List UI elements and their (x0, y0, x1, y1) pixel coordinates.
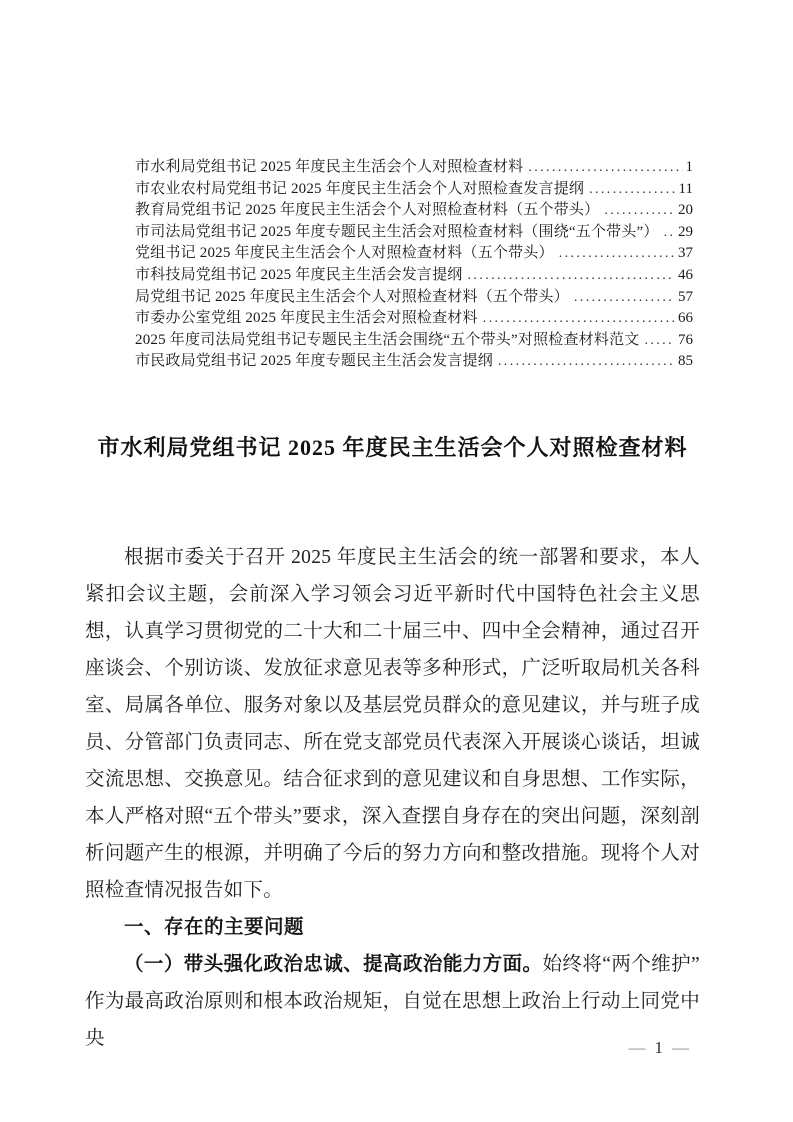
toc-entry-page-number: 1 (685, 159, 693, 175)
toc-entry-title: 市司法局党组书记 2025 年度专题民主生活会对照检查材料（围绕“五个带头”） (135, 223, 659, 240)
item-1-paragraph (85, 946, 700, 1057)
toc-entry[interactable] (135, 308, 693, 330)
toc-entry[interactable] (135, 200, 693, 222)
footer-right-dash: — (672, 1038, 689, 1057)
toc-entry-page-number: 85 (678, 353, 693, 370)
toc-entry[interactable] (135, 287, 693, 309)
toc-dotted-leader (498, 351, 675, 373)
intro-paragraph: 根据市委关于召开 2025 年度民主生活会的统一部署和要求，本人紧扣会议主题，会前深入学习领会习近平新时代中国特色社会主义思想，认真学习贯彻党的二十大和二十届三中、四中全会精神，通过召开座谈会、个别访谈、发放征求意见表等多种形式，广泛听取局机关各科室、局属各单位、服务对象以及基层党员群众的意见建议，并与班子成员、分管部门负责同志、所在党支部党员代表深入开展谈心谈话，坦诚交流思想、交换意见。结合征求到的意见建议和自身思想、工作实际，本人严格对照“五个带头”要求，深入查摆自身存在的突出问题，深刻剖析问题产生的根源，并明确了今后的努力方向和整改措施。现将个人对照检查情况报告如下。 (85, 546, 700, 901)
footer-page-number: 1 (654, 1038, 663, 1057)
toc-dotted-leader (559, 243, 675, 265)
document-title: 市水利局党组书记 2025 年度民主生活会个人对照检查材料 (97, 434, 688, 460)
toc-entry-title: 2025 年度司法局党组书记专题民主生活会围绕“五个带头”对照检查材料范文 (135, 331, 640, 348)
toc-entry-title: 市民政局党组书记 2025 年度专题民主生活会发言提纲 (135, 353, 493, 370)
toc-entry-title: 市科技局党组书记 2025 年度民主生活会发言提纲 (135, 266, 463, 283)
toc-dotted-leader (644, 330, 675, 352)
toc-entry-title: 局党组书记 2025 年度民主生活会个人对照检查材料（五个带头） (135, 288, 569, 305)
toc-entry[interactable] (135, 330, 693, 352)
table-of-contents (135, 157, 693, 373)
item-1-text: 始终将“两个维护”作为最高政治原则和根本政治规矩，自觉在思想上政治上行动上同党中央 (85, 953, 700, 1049)
toc-dotted-leader (589, 179, 675, 201)
toc-entry-page-number: 76 (678, 331, 693, 348)
toc-entry-page-number: 46 (678, 266, 693, 283)
toc-entry-page-number: 37 (678, 245, 693, 262)
toc-entry[interactable] (135, 265, 693, 287)
toc-entry-page-number: 29 (678, 223, 693, 240)
toc-entry[interactable] (135, 222, 693, 244)
toc-dotted-leader (604, 200, 675, 222)
toc-dotted-leader (468, 265, 675, 287)
toc-entry[interactable] (135, 243, 693, 265)
toc-entry[interactable] (135, 179, 693, 201)
toc-dotted-leader (664, 222, 675, 244)
toc-entry[interactable] (135, 157, 693, 179)
toc-entry-page-number: 11 (678, 180, 693, 197)
toc-entry-title: 市委办公室党组 2025 年度民主生活会对照检查材料 (135, 310, 478, 327)
toc-dotted-leader (574, 287, 675, 309)
toc-entry-page-number: 66 (678, 310, 693, 327)
toc-entry-page-number: 20 (678, 202, 693, 219)
item-1-lead: （一）带头强化政治忠诚、提高政治能力方面。 (124, 953, 543, 975)
toc-entry-title: 党组书记 2025 年度民主生活会个人对照检查材料（五个带头） (135, 245, 554, 262)
toc-entry-title: 市水利局党组书记 2025 年度民主生活会个人对照检查材料 (135, 159, 524, 175)
toc-dotted-leader (483, 308, 675, 330)
toc-entry-title: 市农业农村局党组书记 2025 年度民主生活会个人对照检查发言提纲 (135, 180, 585, 197)
toc-entry-title: 教育局党组书记 2025 年度民主生活会个人对照检查材料（五个带头） (135, 202, 600, 219)
page-footer (629, 1038, 690, 1058)
toc-dotted-leader (528, 157, 682, 179)
footer-left-dash: — (628, 1038, 646, 1057)
toc-entry[interactable] (135, 351, 693, 373)
section-heading-main-problems: 一、存在的主要问题 (124, 915, 305, 938)
toc-entry-page-number: 57 (678, 288, 693, 305)
